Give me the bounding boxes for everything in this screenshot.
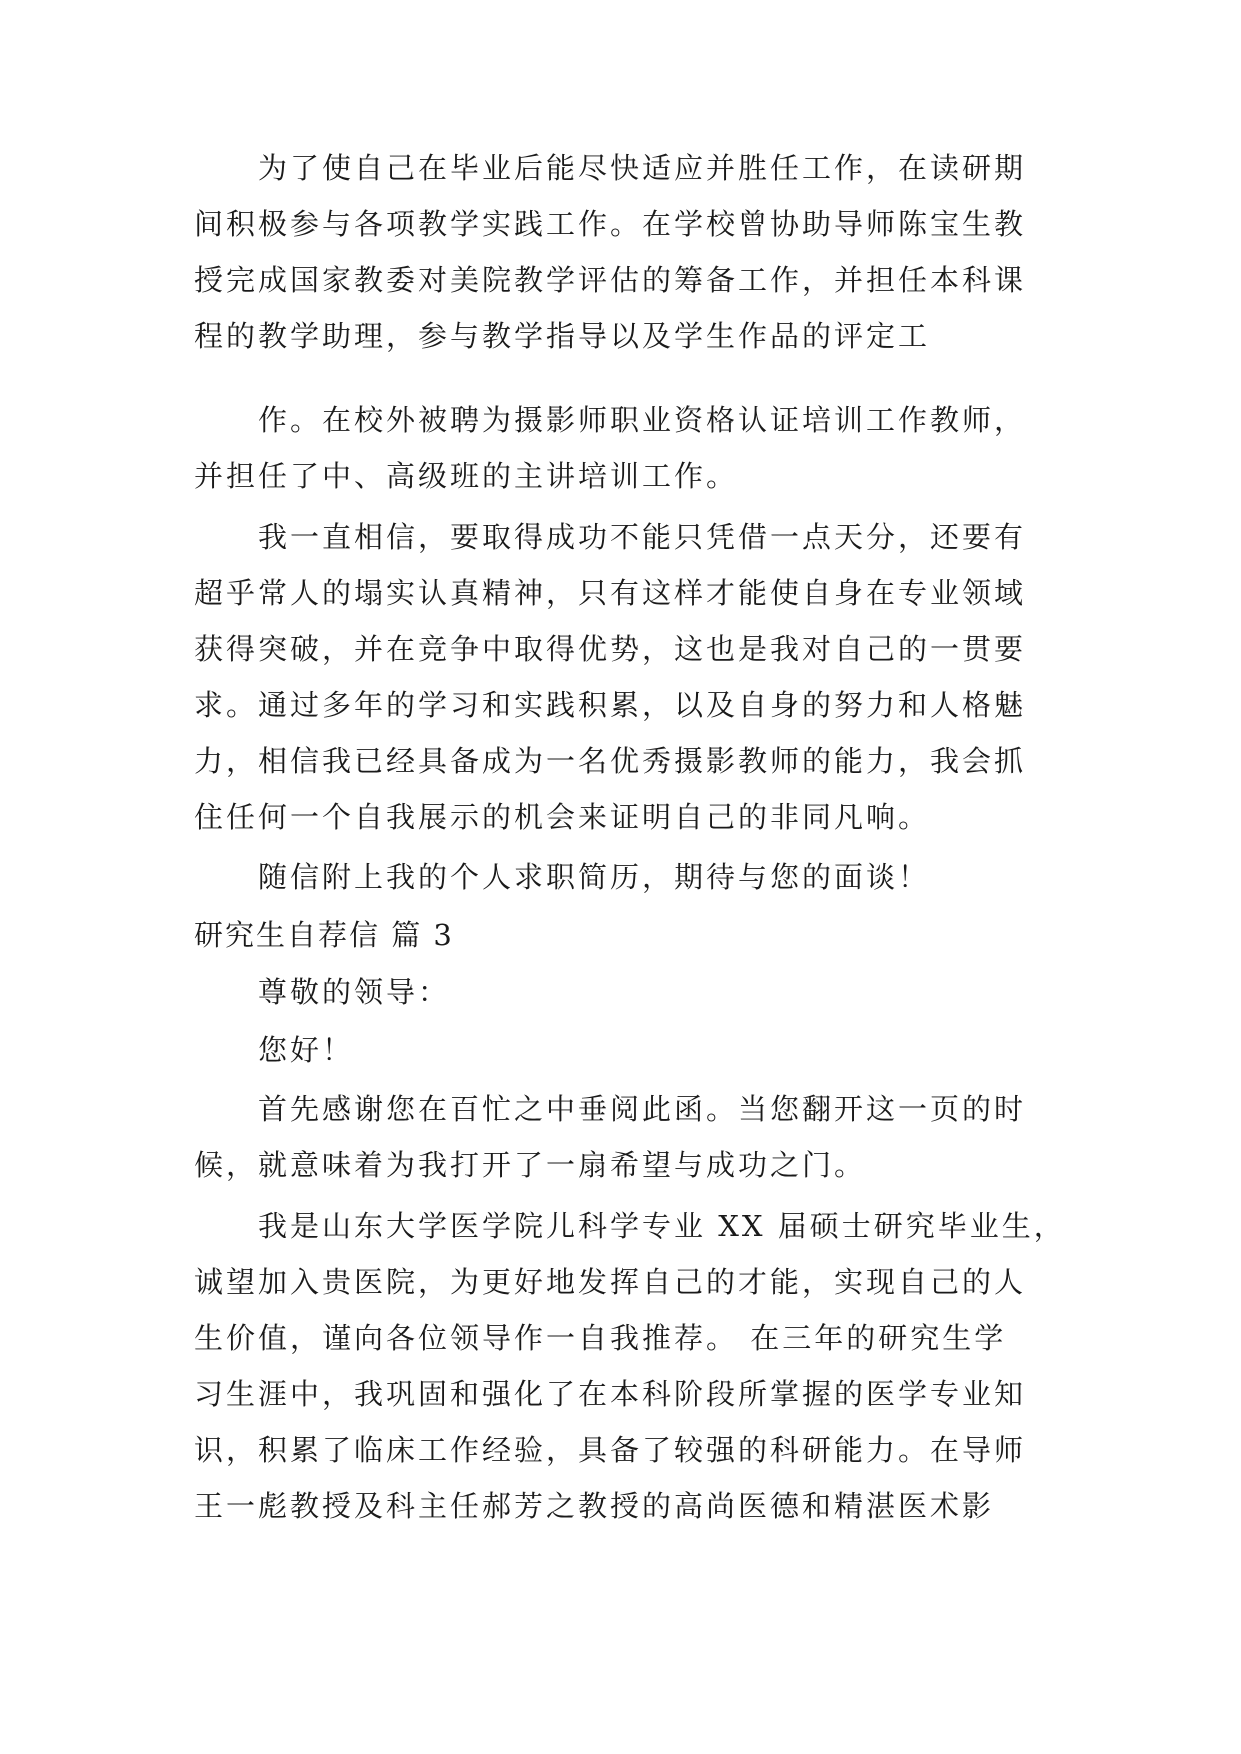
text-line: 程的教学助理，参与教学指导以及学生作品的评定工 — [194, 319, 931, 353]
text-line: 住任何一个自我展示的机会来证明自己的非同凡响。 — [194, 800, 931, 834]
text-line: 生价值，谨向各位领导作一自我推荐。 在三年的研究生学 — [194, 1321, 1007, 1355]
text-line: 力，相信我已经具备成为一名优秀摄影教师的能力，我会抓 — [194, 744, 1027, 778]
text-line: 获得突破，并在竞争中取得优势，这也是我对自己的一贯要 — [194, 632, 1027, 666]
text-line: 超乎常人的塌实认真精神，只有这样才能使自身在专业领域 — [194, 576, 1027, 610]
text-line: 习生涯中，我巩固和强化了在本科阶段所掌握的医学专业知 — [194, 1377, 1027, 1411]
text-line: 诚望加入贵医院，为更好地发挥自己的才能，实现自己的人 — [194, 1265, 1027, 1299]
text-line: 王一彪教授及科主任郝芳之教授的高尚医德和精湛医术影 — [194, 1489, 995, 1523]
text-line: 为了使自己在毕业后能尽快适应并胜任工作，在读研期 — [258, 151, 1027, 185]
salutation: 尊敬的领导： — [258, 975, 451, 1009]
greeting: 您好！ — [258, 1033, 355, 1067]
text-line: 求。通过多年的学习和实践积累，以及自身的努力和人格魅 — [194, 688, 1027, 722]
text-line: 间积极参与各项教学实践工作。在学校曾协助导师陈宝生教 — [194, 207, 1027, 241]
text-line: 授完成国家教委对美院教学评估的筹备工作，并担任本科课 — [194, 263, 1027, 297]
text-line: 我是山东大学医学院儿科学专业 XX 届硕士研究毕业生， — [258, 1209, 1066, 1243]
text-line: 我一直相信，要取得成功不能只凭借一点天分，还要有 — [258, 520, 1027, 554]
text-line: 随信附上我的个人求职简历，期待与您的面谈！ — [258, 860, 931, 894]
text-line: 并担任了中、高级班的主讲培训工作。 — [194, 459, 739, 493]
text-line: 候，就意味着为我打开了一扇希望与成功之门。 — [194, 1148, 867, 1182]
section-heading: 研究生自荐信 篇 3 — [194, 918, 454, 952]
text-line: 作。在校外被聘为摄影师职业资格认证培训工作教师， — [258, 403, 1027, 437]
text-line: 首先感谢您在百忙之中垂阅此函。当您翻开这一页的时 — [258, 1092, 1027, 1126]
text-line: 识，积累了临床工作经验，具备了较强的科研能力。在导师 — [194, 1433, 1027, 1467]
